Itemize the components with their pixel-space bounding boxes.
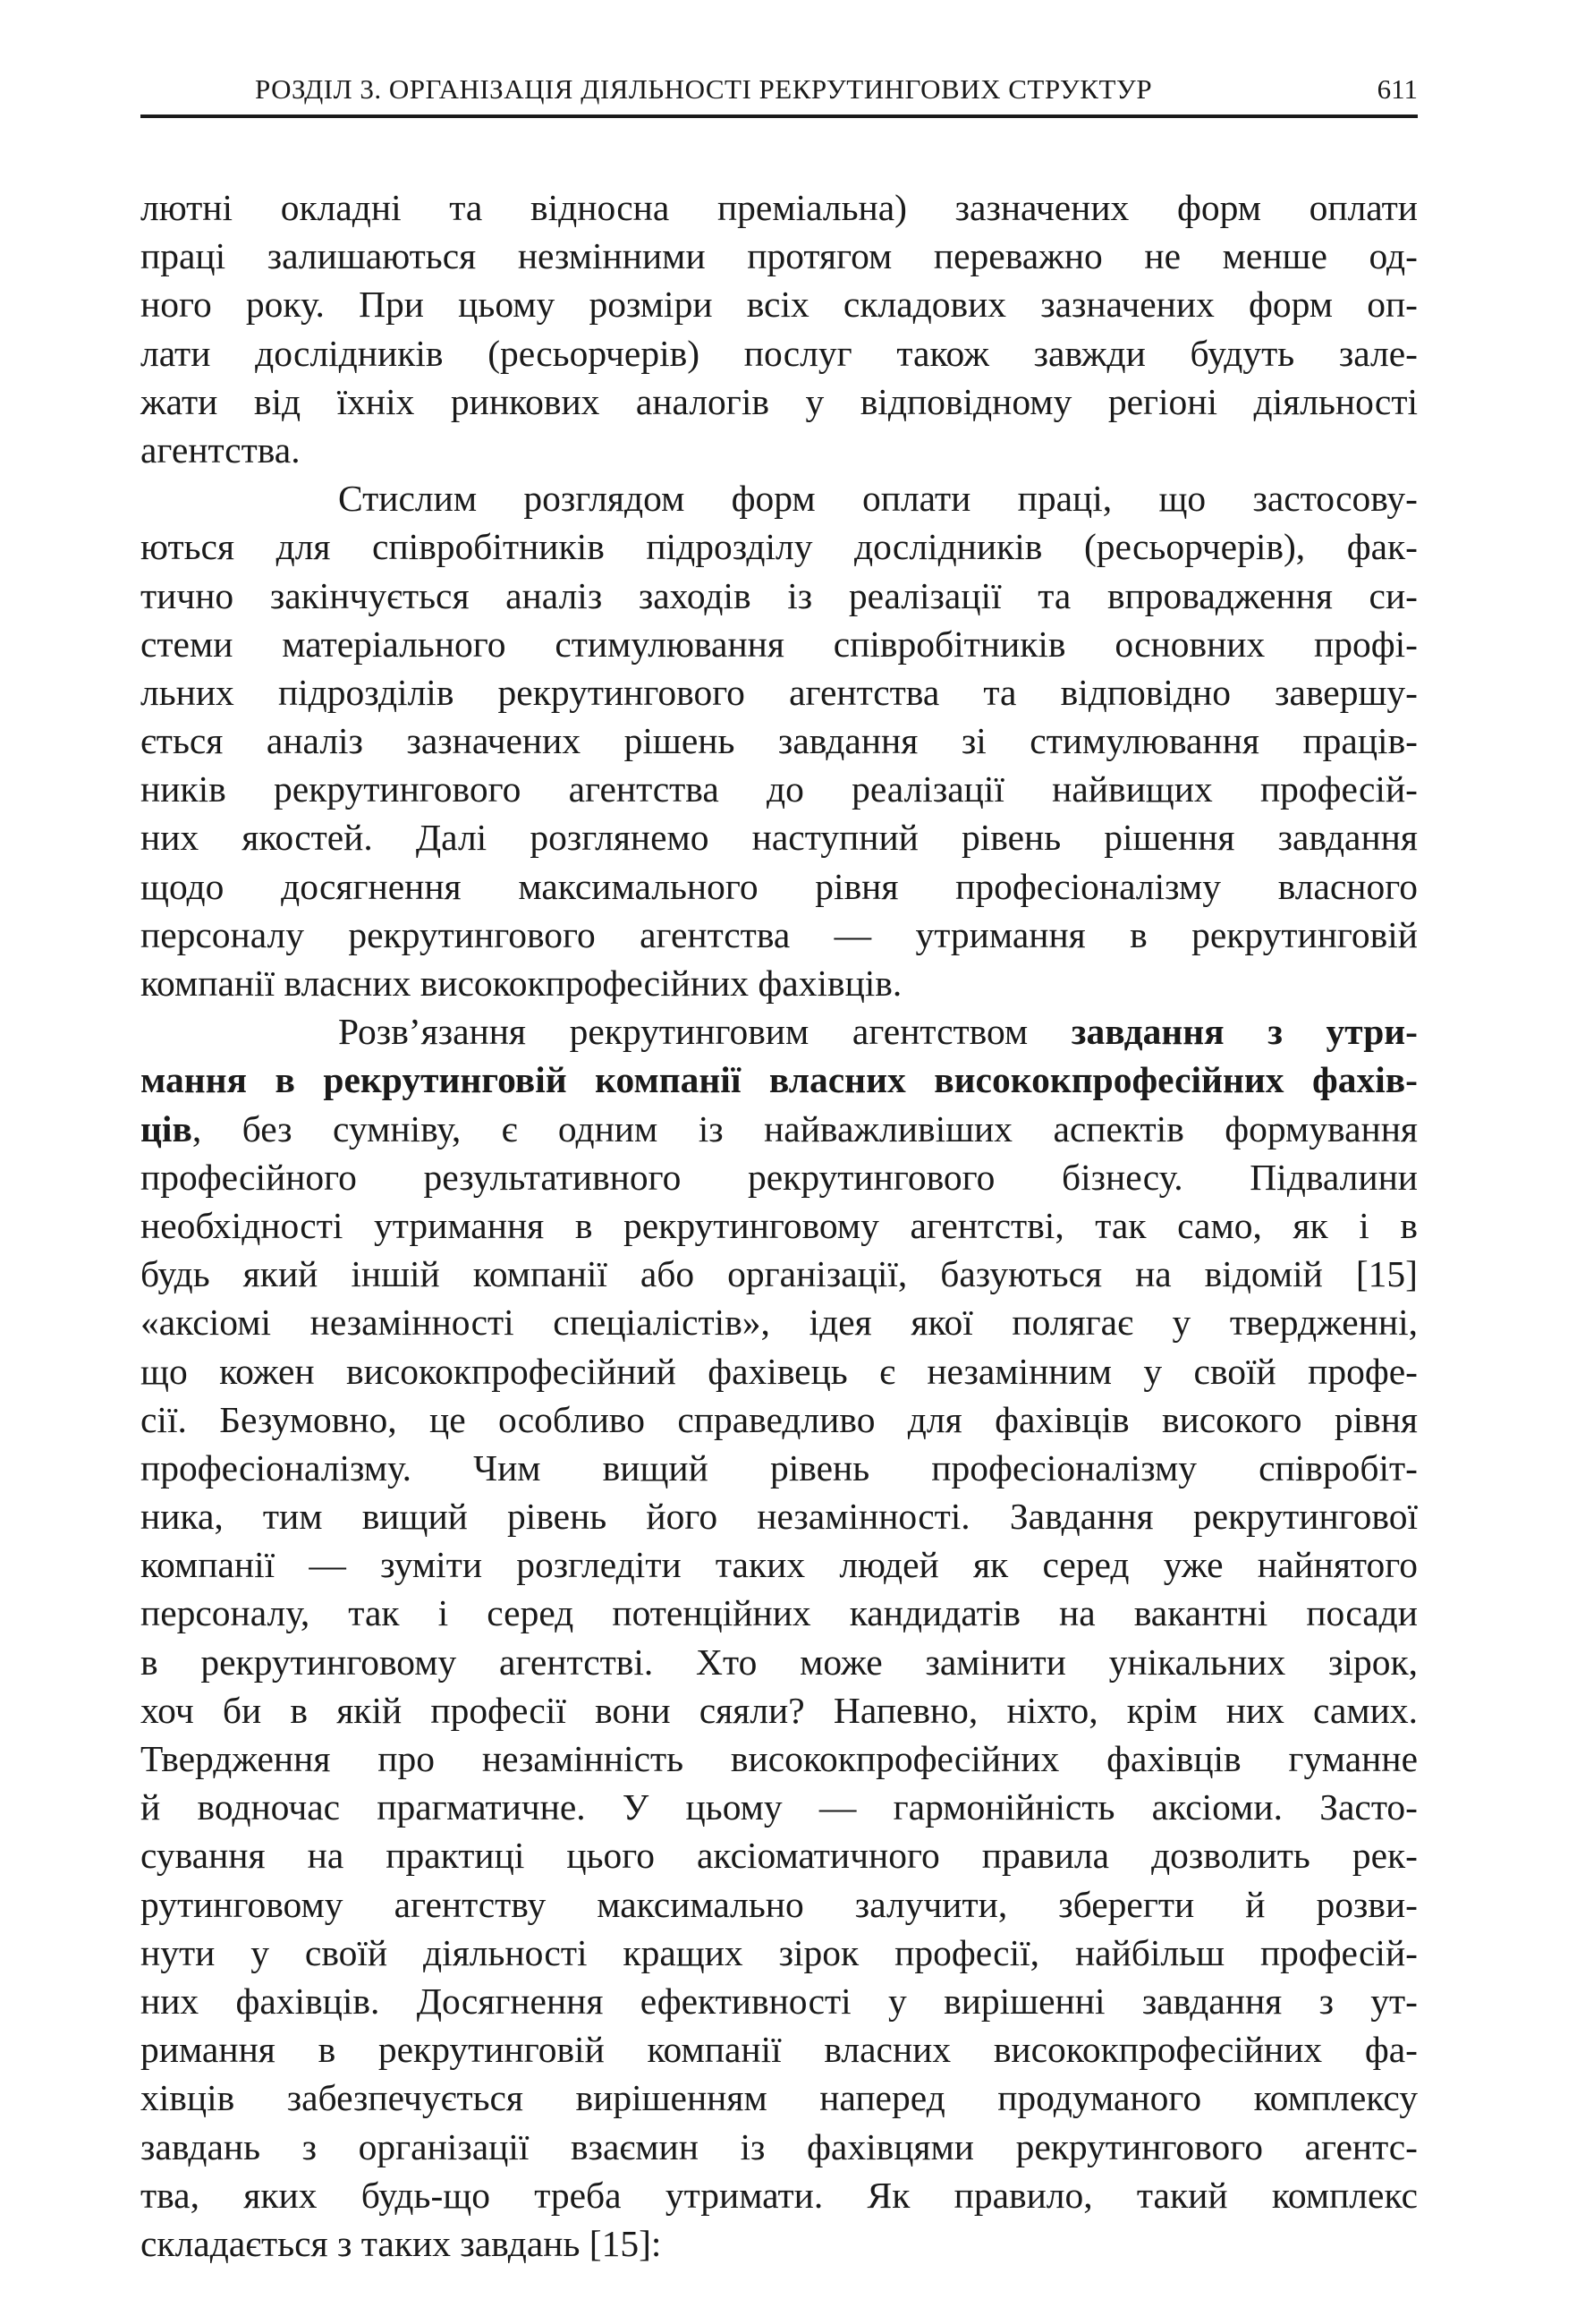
text-line [140,862,1418,911]
text-line [140,1735,1418,1783]
text-line [140,1638,1418,1686]
line-text: тва, яких будь-що треба утримати. Як правило, такий комплекс [140,2174,1418,2216]
text-line [140,572,1418,620]
line-text: сії. Безумовно, це особливо справедливо для фахівців високого рівня [140,1398,1418,1440]
line-text: професійного результативного рекрутингового бізнесу. Підвалини [140,1156,1418,1198]
text-line [140,1540,1418,1589]
text-line [140,1589,1418,1637]
line-text: лютні окладні та відносна преміальна) зазначених форм оплати [140,187,1418,228]
text-line [140,1492,1418,1540]
text-line [140,959,1418,1007]
text-line [140,813,1418,861]
line-text: римання в рекрутинговій компанії власних висококпрофесійних фа- [140,2029,1418,2071]
text-line [140,474,1418,522]
page-number: 611 [1377,73,1418,105]
running-header [140,72,1418,118]
line-text: компанії — зуміти розгледіти таких людей як серед уже найнятого [140,1544,1418,1586]
text-line [140,1880,1418,1929]
line-text: ного року. При цьому розміри всіх складових зазначених форм оп- [140,284,1418,326]
text-line [140,1929,1418,1977]
line-text: завдань з організації взаємин із фахівцями рекрутингового агентс- [140,2125,1418,2167]
text-line [140,183,1418,232]
bold-text: ців [140,1107,192,1149]
text-line [140,2219,1418,2268]
line-text: сування на практиці цього аксіоматичного правила дозволить рек- [140,1835,1418,1877]
line-text: персоналу, так і серед потенційних кандидатів на вакантні посади [140,1592,1418,1634]
text-line [140,1201,1418,1250]
text-line [140,2074,1418,2122]
text-line [140,717,1418,765]
line-text: Стислим розглядом форм оплати праці, що застосову- [338,478,1418,520]
text-line [140,1395,1418,1444]
text-line [140,1105,1418,1153]
text-line [140,1444,1418,1492]
text-line [140,377,1418,426]
text-line [140,329,1418,377]
line-text: тично закінчується аналіз заходів із реалізації та впровадження си- [140,574,1418,616]
line-text: нути у своїй діяльності кращих зірок професії, найбільш професій- [140,1931,1418,1973]
line-text: ються для співробітників підрозділу дослідників (ресьорчерів), фак- [140,526,1418,568]
text-line [140,280,1418,328]
line-text: професіоналізму. Чим вищий рівень професіоналізму співробіт- [140,1446,1418,1489]
text-line [140,1347,1418,1395]
text-line [140,1977,1418,2025]
body-text [140,183,1418,2268]
line-text: , без сумніву, є одним із найважливіших аспектів формування [191,1107,1418,1149]
line-text: агентства. [140,428,301,471]
line-text: що кожен висококпрофесійний фахівець є незамінним у своїй профе- [140,1350,1418,1392]
text-line [140,522,1418,571]
text-line [140,2171,1418,2219]
bold-text: мання в рекрутинговій компанії власних висококпрофесійних фахів- [140,1059,1418,1101]
line-text: «аксіомі незамінності спеціалістів», ідея якої полягає у твердженні, [140,1302,1418,1344]
text-line [140,1686,1418,1735]
text-line [140,426,1418,474]
text-line [140,1783,1418,1831]
text-line [140,1056,1418,1104]
line-text: Твердження про незамінність висококпрофесійних фахівців гуманне [140,1738,1418,1779]
line-text: ється аналіз зазначених рішень завдання зі стимулювання праців- [140,720,1418,762]
line-text: складається з таких завдань [15]: [140,2222,662,2264]
line-text: лати дослідників (ресьорчерів) послуг також завжди будуть зале- [140,332,1418,374]
text-line [140,1153,1418,1201]
line-text: ників рекрутингового агентства до реалізації найвищих професій- [140,768,1418,810]
line-text: Розв’язання рекрутинговим агентством [338,1011,1072,1053]
line-text: хівців забезпечується вирішенням наперед продуманого комплексу [140,2077,1418,2119]
line-text: ника, тим вищий рівень його незамінності. Завдання рекрутингової [140,1496,1418,1538]
text-line [140,1250,1418,1298]
text-line [140,2123,1418,2171]
line-text: компанії власних висококпрофесійних фахівців. [140,963,903,1004]
text-line [140,1831,1418,1879]
line-text: льних підрозділів рекрутингового агентства та відповідно завершу- [140,671,1418,713]
line-text: них якостей. Далі розглянемо наступний рівень рішення завдання [140,817,1418,859]
line-text: необхідності утримання в рекрутинговому агентстві, так само, як і в [140,1204,1418,1246]
line-text: рутинговому агентству максимально залучити, зберегти й розви- [140,1883,1418,1925]
line-text: хоч би в якій професії вони сяяли? Напевно, ніхто, крім них самих. [140,1689,1418,1731]
text-line [140,1298,1418,1346]
text-line [140,668,1418,717]
line-text: персоналу рекрутингового агентства — утримання в рекрутинговій [140,913,1418,955]
section-title: РОЗДІЛ 3. ОРГАНІЗАЦІЯ ДІЯЛЬНОСТІ РЕКРУТИНГОВИХ СТРУКТУР [255,73,1153,105]
line-text: жати від їхніх ринкових аналогів у відповідному регіоні діяльності [140,380,1418,422]
line-text: стеми матеріального стимулювання співробітників основних профі- [140,623,1418,665]
text-line [140,911,1418,959]
line-text: будь який іншій компанії або організації, базуються на відомій [15] [140,1253,1418,1295]
line-text: щодо досягнення максимального рівня професіоналізму власного [140,865,1418,907]
text-line [140,765,1418,813]
line-text: в рекрутинговому агентстві. Хто може замінити унікальних зірок, [140,1641,1418,1683]
text-line [140,620,1418,668]
line-text: них фахівців. Досягнення ефективності у вирішенні завдання з ут- [140,1980,1418,2022]
bold-text: завдання з утри- [1071,1011,1418,1053]
text-line [140,232,1418,280]
text-line [140,1007,1418,1056]
line-text: праці залишаються незмінними протягом переважно не менше од- [140,235,1418,277]
text-line [140,2025,1418,2074]
line-text: й водночас прагматичне. У цьому — гармонійність аксіоми. Засто- [140,1786,1418,1828]
